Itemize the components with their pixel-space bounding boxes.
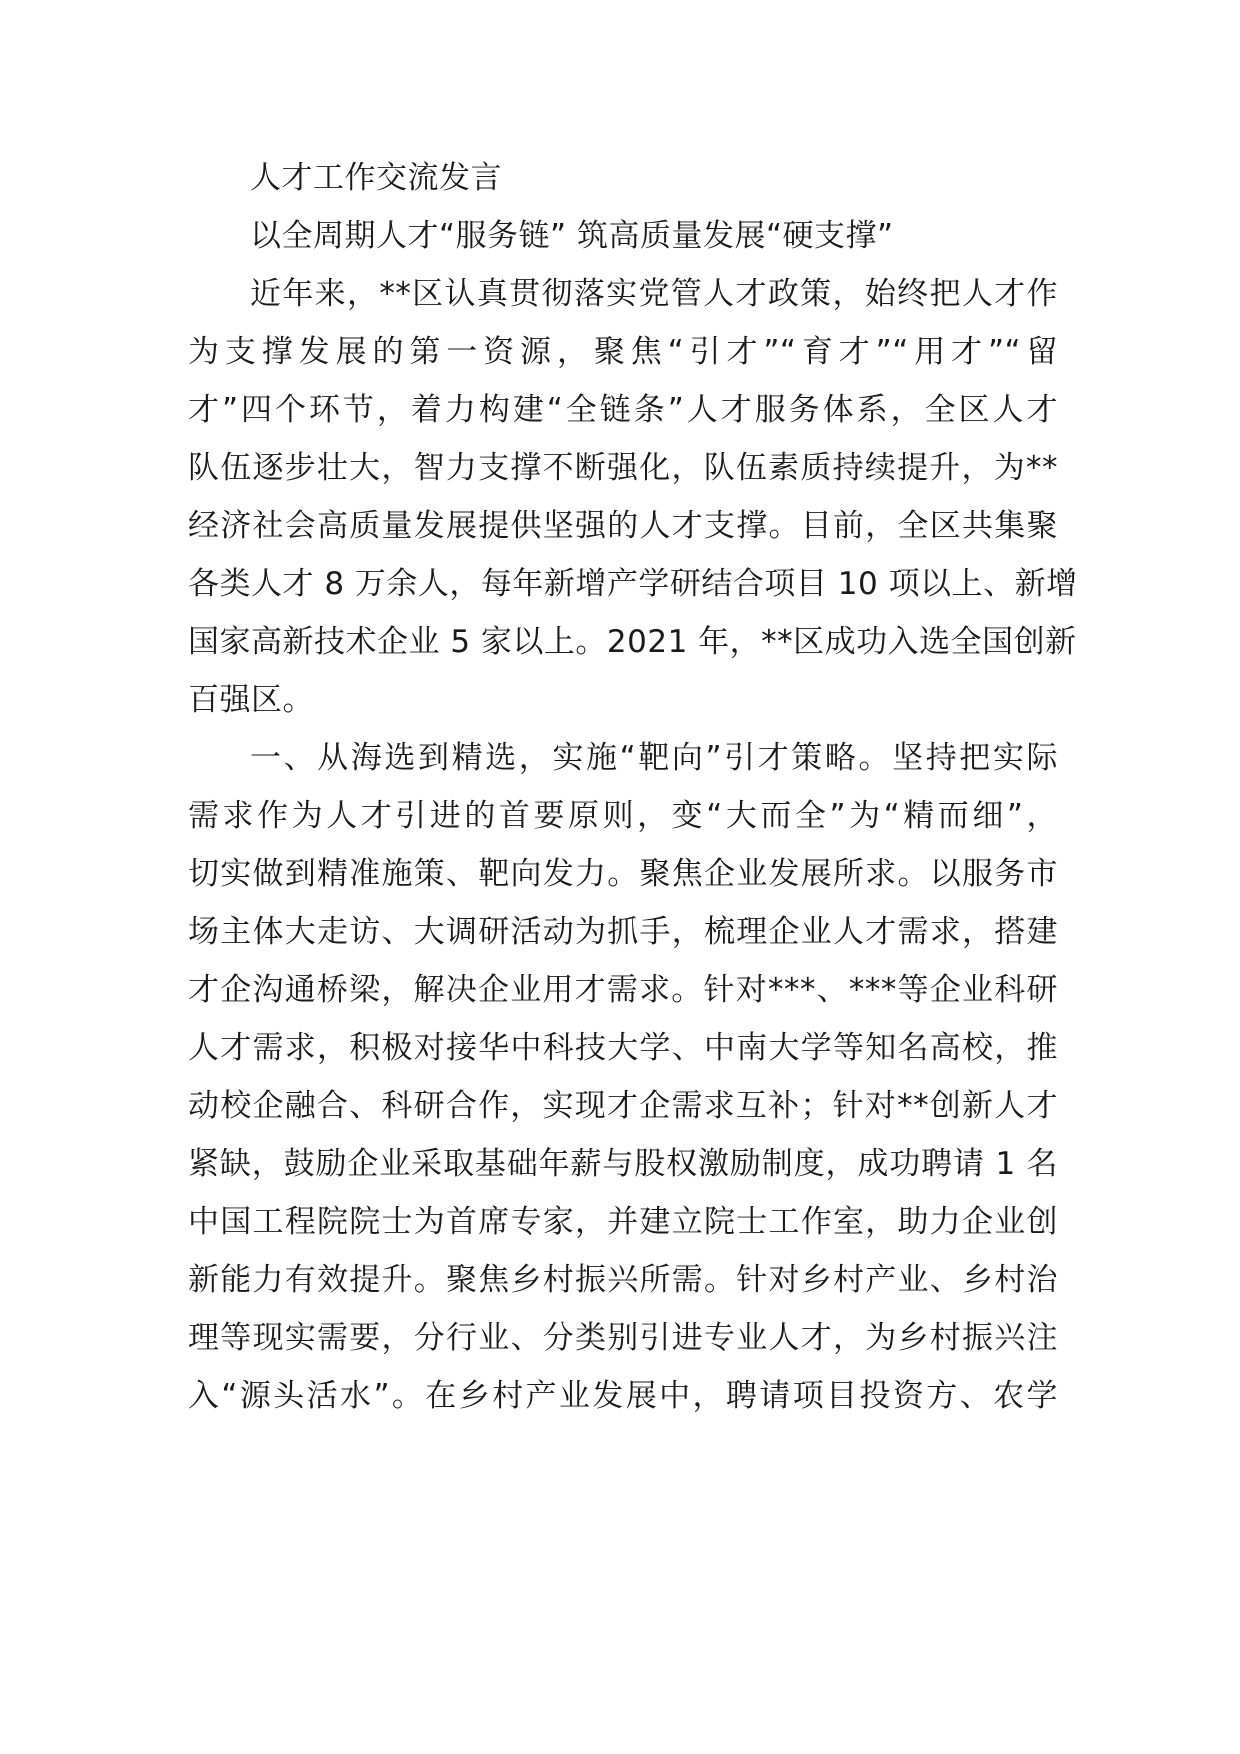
body-line: 中国工程院院士为首席专家，并建立院士工作室，助力企业创	[188, 1204, 1058, 1240]
body-line: 动校企融合、科研合作，实现才企需求互补；针对**创新人才	[188, 1088, 1058, 1124]
body-line: 经济社会高质量发展提供坚强的人才支撑。目前，全区共集聚	[188, 508, 1058, 544]
document-subtitle: 以全周期人才“服务链” 筑高质量发展“硬支撑”	[250, 218, 894, 254]
body-line: 紧缺，鼓励企业采取基础年薪与股权激励制度，成功聘请 1 名	[188, 1146, 1058, 1182]
body-line: 百强区。	[188, 682, 314, 718]
body-line: 近年来，**区认真贯彻落实党管人才政策，始终把人才作	[250, 276, 1058, 312]
body-line: 各类人才 8 万余人，每年新增产学研结合项目 10 项以上、新增	[188, 566, 1078, 602]
body-line: 才”四个环节，着力构建“全链条”人才服务体系，全区人才	[188, 392, 1058, 428]
body-line: 场主体大走访、大调研活动为抓手，梳理企业人才需求，搭建	[188, 914, 1058, 950]
body-line: 为支撑发展的第一资源，聚焦“引才”“育才”“用才”“留	[188, 334, 1058, 370]
body-line: 入“源头活水”。在乡村产业发展中，聘请项目投资方、农学	[188, 1378, 1058, 1414]
body-line: 需求作为人才引进的首要原则，变“大而全”为“精而细”，	[188, 798, 1058, 834]
body-line: 队伍逐步壮大，智力支撑不断强化，队伍素质持续提升，为**	[188, 450, 1058, 486]
body-line: 才企沟通桥梁，解决企业用才需求。针对***、***等企业科研	[188, 972, 1058, 1008]
body-line: 切实做到精准施策、靶向发力。聚焦企业发展所求。以服务市	[188, 856, 1058, 892]
body-line: 国家高新技术企业 5 家以上。2021 年，**区成功入选全国创新	[188, 624, 1077, 660]
body-line: 人才需求，积极对接华中科技大学、中南大学等知名高校，推	[188, 1030, 1058, 1066]
body-line: 新能力有效提升。聚焦乡村振兴所需。针对乡村产业、乡村治	[188, 1262, 1058, 1298]
body-line: 理等现实需要，分行业、分类别引进专业人才，为乡村振兴注	[188, 1320, 1058, 1356]
document-title: 人才工作交流发言	[250, 160, 502, 196]
section-heading-line: 一、从海选到精选，实施“靶向”引才策略。坚持把实际	[250, 740, 1058, 776]
